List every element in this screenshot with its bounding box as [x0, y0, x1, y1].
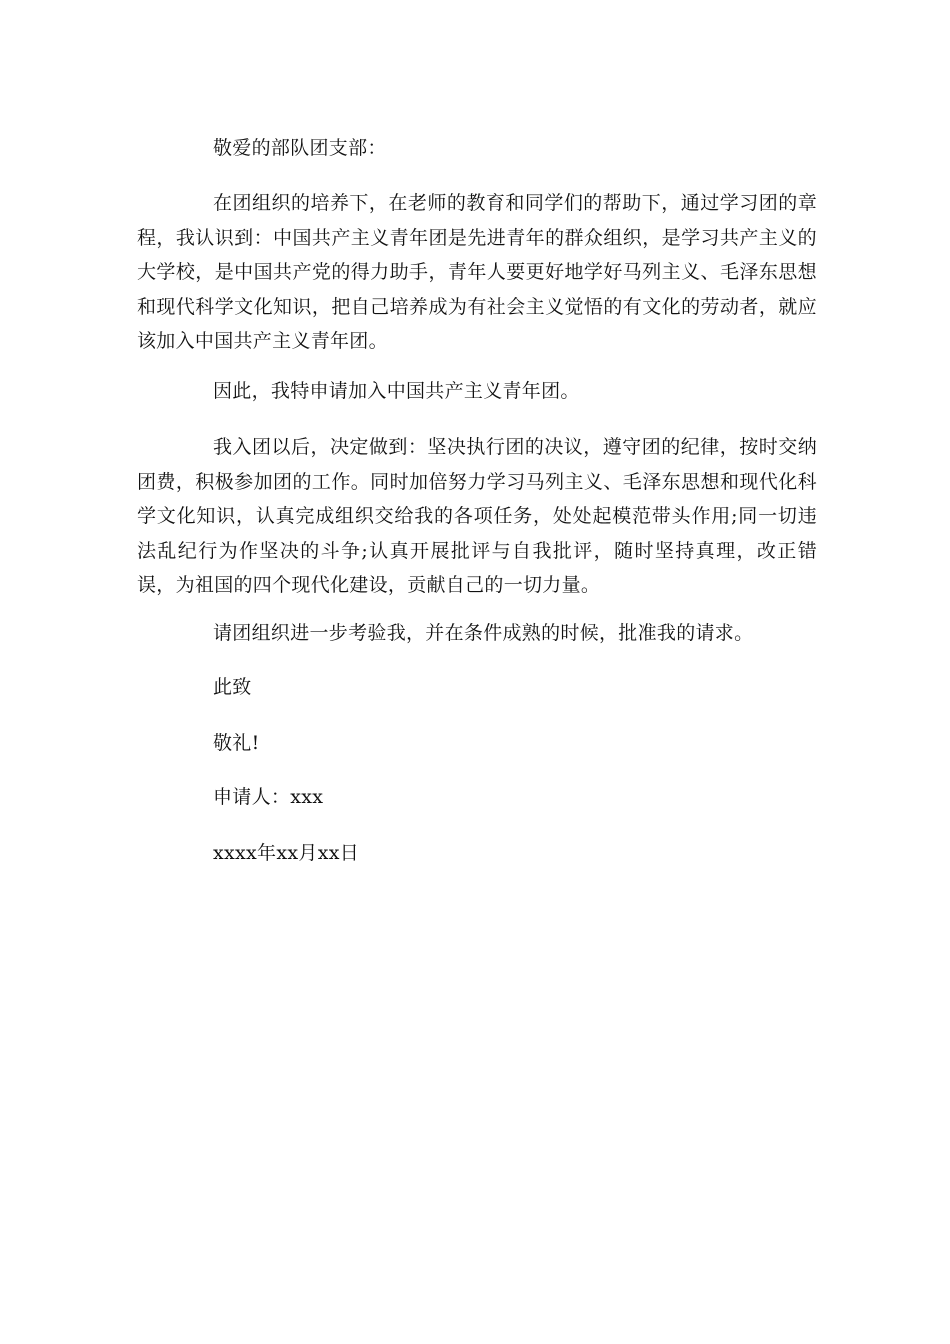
closing-line-1: 此致: [213, 676, 252, 698]
closing-line-2: 敬礼!: [213, 732, 260, 754]
document-page: [137, 0, 817, 1344]
body-paragraph-2: 因此，我特申请加入中国共产主义青年团。: [213, 380, 580, 402]
body-paragraph-4: 请团组织进一步考验我，并在条件成熟的时候，批准我的请求。: [213, 622, 754, 644]
applicant-signature: 申请人：xxx: [213, 786, 324, 808]
body-paragraph-3: 我入团以后，决定做到：坚决执行团的决议，遵守团的纪律，按时交纳团费，积极参加团的工作。同时加倍努力学习马列主义、毛泽东思想和现代化科学文化知识，认真完成组织交给我的各项任务，处处起模范带头作用;同一切违法乱纪行为作坚决的斗争;认真开展批评与自我批评，随时坚持真理，改正错误，为祖国的四个现代化建设，贡献自己的一切力量。: [137, 436, 817, 596]
application-date: xxxx年xx月xx日: [213, 842, 360, 864]
salutation: 敬爱的部队团支部：: [213, 137, 387, 159]
body-paragraph-1: 在团组织的培养下，在老师的教育和同学们的帮助下，通过学习团的章程，我认识到：中国共产主义青年团是先进青年的群众组织，是学习共产主义的大学校，是中国共产党的得力助手，青年人要更好地学好马列主义、毛泽东思想和现代科学文化知识，把自己培养成为有社会主义觉悟的有文化的劳动者，就应该加入中国共产主义青年团。: [137, 192, 817, 352]
